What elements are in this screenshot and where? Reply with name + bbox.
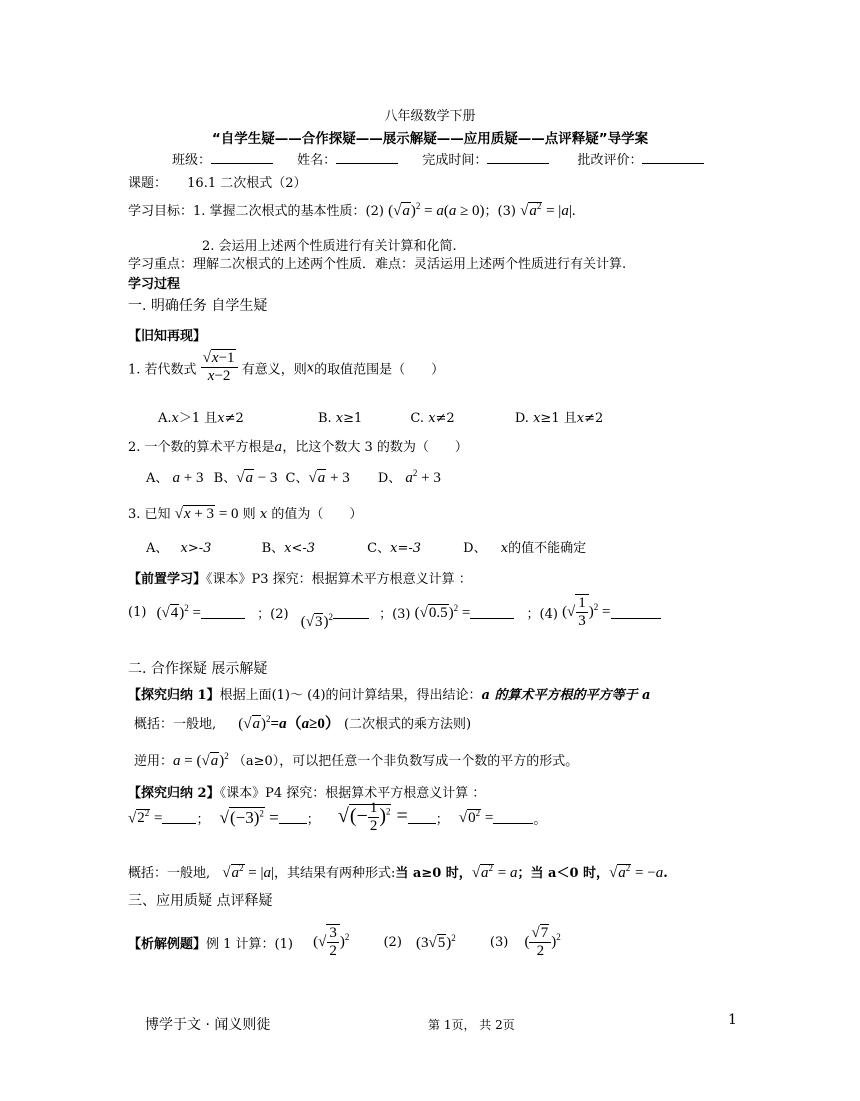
example-2-label: (2): [383, 934, 402, 950]
q2-tail: ，比这个数大 3 的数为（ ）: [282, 440, 468, 455]
e4-blank[interactable]: [493, 811, 533, 824]
example-1: 【析解例题】例 1 计算：(1) (√ $\frac{3}{2}$ )$^2$ (2) $(3√5)^2$ (3) ( $\frac{√7}{2}$ )$^2$: [128, 924, 561, 960]
lesson-focus: 学习重点：理解二次根式的上述两个性质．难点：灵活运用上述两个性质进行有关计算.: [128, 257, 627, 272]
header-title: “自学生疑——合作探疑——展示解疑——应用质疑——点评释疑”导学案: [211, 131, 649, 147]
q3-option-b[interactable]: B、x<-3: [261, 541, 316, 556]
q3-post: 则: [242, 507, 256, 522]
e3-blank[interactable]: [408, 811, 436, 824]
gen1-post: (二次根式的乘方法则): [343, 717, 472, 732]
gen2-sep: ；: [517, 866, 531, 881]
class-blank[interactable]: [211, 151, 273, 164]
question-3: 3. 已知 √x + 3 = 0 则 x 的值为（ ）: [128, 506, 363, 522]
q1-option-b[interactable]: B. x≥1: [317, 411, 363, 426]
p2-label: ；(2): [257, 606, 289, 622]
rev-mid: （a≥0）: [232, 754, 280, 769]
inquiry1-conclusion: a 的算术平方根的平方等于 a: [481, 688, 651, 703]
goal-label: 学习目标：: [128, 204, 194, 219]
formula-sqrt-abs: $√a^2 = |a|$.: [520, 201, 576, 219]
lesson-topic: [128, 172, 307, 191]
q1-post: 有意义，则: [241, 362, 307, 378]
p3-blank[interactable]: [470, 606, 514, 619]
generalization-1: 概括：一般地, $(√a)^2=a(a\ge 0)$ (二次根式的乘方法则): [134, 714, 472, 732]
gen2-case1: 当 a≥0 时，: [395, 866, 472, 881]
q1-fraction: $\frac{√x-1}{x-2}$: [201, 350, 238, 386]
q2-options: [146, 467, 441, 487]
topic-label: 课题：: [128, 176, 168, 191]
rev-post: ，可以把任意一个非负数写成一个数的平方的形式。: [279, 754, 579, 769]
q3-option-a[interactable]: A、 x>-3: [146, 541, 212, 556]
process-heading: 学习过程: [128, 277, 181, 292]
q3-pre: 3. 已知: [128, 507, 171, 522]
lesson-goal-2: 2. 会运用上述两个性质进行有关计算和化简.: [202, 239, 457, 254]
q1-tail: 的取值范围是（ ）: [314, 362, 445, 378]
p3-label: ；(3): [379, 606, 411, 622]
q1-option-c[interactable]: C. x≠2: [410, 411, 455, 426]
e2-blank[interactable]: [279, 811, 307, 824]
inquiry1-text: 根据上面(1)～ (4)的问计算结果，得出结论：: [219, 688, 482, 703]
q2-text: 2. 一个数的算术平方根是: [128, 440, 275, 455]
q2-option-a[interactable]: A、 a + 3: [146, 470, 204, 486]
lesson-goal-1: [128, 200, 576, 220]
gen2-case2: 当 a＜0 时，: [530, 866, 610, 881]
name-label: 姓名：: [297, 153, 337, 168]
q1-option-d[interactable]: D. x≥1 且x≠2: [514, 411, 604, 426]
goal1-text: 1. 掌握二次根式的基本性质：(2): [193, 204, 384, 219]
q3-tail: 的值为（ ）: [271, 507, 363, 522]
inquiry2-tag: 【探究归纳 2】: [128, 786, 220, 801]
pre-study-tag: 【前置学习】: [128, 572, 207, 587]
rev-pre: 逆用：: [134, 754, 174, 769]
p1-label: (1): [128, 604, 147, 620]
time-label: 完成时间：: [422, 153, 488, 168]
p2-blank[interactable]: [333, 606, 369, 619]
q3-option-c[interactable]: C、x=-3: [367, 541, 421, 556]
generalization-2: 概括：一般地, $√a^2 = |a|$，其结果有两种形式:当 a≥0 时，$√a^2 = a$；当 a＜0 时，$√a^2 = -a$.: [128, 863, 668, 881]
p4-label: ；(4): [526, 606, 558, 622]
e1-blank[interactable]: [162, 811, 196, 824]
inquiry-1: [128, 684, 650, 703]
class-label: 班级：: [172, 153, 212, 168]
pre-study: [128, 568, 472, 587]
inquiry1-tag: 【探究归纳 1】: [128, 688, 220, 703]
q3-options: [146, 537, 586, 556]
p1-blank[interactable]: [201, 606, 245, 619]
goal1-mid: ；(3): [484, 204, 516, 219]
reverse-use: 逆用：$a = (√a)^2$ （a≥0），可以把任意一个非负数写成一个数的平方的形式。: [134, 751, 579, 769]
footer-motto: 博学于文 · 闻义则徙: [145, 1017, 271, 1033]
gen2-pre: 概括：一般地,: [128, 866, 211, 881]
q1-pre: 1. 若代数式: [128, 362, 197, 378]
q2-option-b[interactable]: B、√a − 3: [213, 470, 278, 486]
question-2: 2. 一个数的算术平方根是a，比这个数大 3 的数为（ ）: [128, 440, 468, 455]
gen1-pre: 概括：一般地,: [134, 717, 217, 732]
inquiry-2: [128, 782, 485, 801]
eval-label: 批改评价：: [577, 153, 643, 168]
footer-page-info: 第 1页， 共 2页: [428, 1018, 515, 1032]
header-fields: [172, 149, 704, 168]
q3-option-d[interactable]: D、 x的值不能确定: [463, 541, 587, 556]
section3-title: 三、应用质疑 点评释疑: [128, 893, 273, 909]
review-tag: 【旧知再现】: [128, 329, 207, 344]
pre-study-text: 《课本》P3 探究：根据算术平方根意义计算 ：: [206, 572, 472, 587]
inquiry2-text: 《课本》P4 探究：根据算术平方根意义计算 ：: [219, 786, 486, 801]
header-grade: 八年级数学下册: [384, 109, 476, 124]
q2-option-d[interactable]: D、 $a^2 + 3$: [377, 468, 441, 486]
gen2-mid: ，其结果有两种形式:: [274, 866, 396, 881]
example-1-label: 例 1 计算：(1): [206, 936, 293, 952]
pre-study-exercises: (1) $(√4)^2$ = ；(2) $(√3)^2$ ；(3) $(√0.5)^2$ = ；(4) (√ $\frac{1}{3}$ )$^2$ =: [128, 594, 661, 634]
q2-option-c[interactable]: C、√a + 3: [285, 470, 350, 486]
question-1: 1. 若代数式 $\frac{√x-1}{x-2}$ 有意义，则x的取值范围是（ ）: [128, 350, 445, 385]
inquiry2-exercises: $√2^2$ = ； $√(-3)^2$ = ； √(− $\frac{1}{2}$ )$^2$ = ； $√0^2$ = 。: [128, 800, 547, 835]
topic-text: 16.1 二次根式（2）: [187, 176, 307, 191]
q1-option-a[interactable]: A.x＞1 且x≠2: [158, 411, 244, 426]
example-tag: 【析解例题】: [128, 936, 207, 952]
section1-title: 一. 明确任务 自学生疑: [128, 298, 268, 314]
p4-blank[interactable]: [611, 606, 661, 619]
example-3-label: (3): [489, 934, 509, 950]
eval-blank[interactable]: [642, 151, 704, 164]
formula-sqrt-squared: $(√a)^2 = a(a \ge 0)$: [388, 201, 485, 219]
q1-options: [158, 407, 603, 426]
section2-title: 二. 合作探疑 展示解疑: [128, 661, 268, 677]
name-blank[interactable]: [336, 151, 398, 164]
time-blank[interactable]: [487, 151, 549, 164]
footer-page-number: 1: [728, 1012, 737, 1028]
